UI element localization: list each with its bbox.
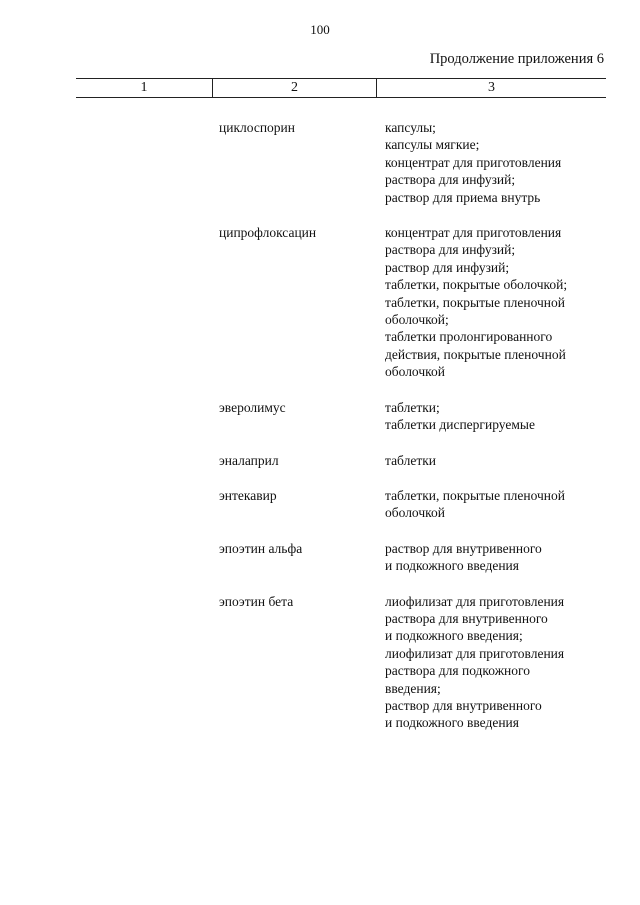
dosage-form-line: введения; [385, 680, 441, 696]
drug-name: эналаприл [219, 452, 279, 468]
table-row [0, 452, 640, 469]
dosage-form-line: раствора для инфузий; [385, 242, 516, 258]
dosage-form-line: таблетки; [385, 399, 440, 415]
dosage-forms [385, 540, 615, 575]
dosage-form-line: оболочкой; [385, 312, 449, 328]
dosage-form-line: раствор для внутривенного [385, 540, 542, 556]
table-row [0, 593, 640, 732]
dosage-form-line: раствора для подкожного [385, 663, 530, 679]
dosage-forms [385, 593, 615, 732]
dosage-form-line: концентрат для приготовления [385, 154, 562, 170]
dosage-form-line: таблетки, покрытые пленочной [385, 294, 566, 310]
dosage-form-line: таблетки пролонгированного [385, 329, 553, 345]
table-row [0, 399, 640, 434]
column-header-3: 3 [488, 80, 495, 95]
page-number: 100 [310, 22, 330, 37]
dosage-form-line: лиофилизат для приготовления [385, 593, 565, 609]
dosage-forms [385, 399, 615, 434]
drug-name: эпоэтин бета [219, 593, 294, 609]
dosage-forms [385, 487, 615, 522]
drug-name: энтекавир [219, 487, 277, 503]
dosage-form-line: и подкожного введения [385, 558, 519, 574]
dosage-forms [385, 224, 615, 381]
dosage-form-line: таблетки [385, 452, 437, 468]
table-row [0, 119, 640, 206]
dosage-form-line: таблетки диспергируемые [385, 417, 535, 433]
dosage-form-line: и подкожного введения [385, 715, 519, 731]
dosage-forms [385, 452, 615, 469]
dosage-form-line: раствора для внутривенного [385, 610, 548, 626]
dosage-forms [385, 119, 615, 206]
table-row [0, 540, 640, 575]
dosage-form-line: раствора для инфузий; [385, 172, 516, 188]
drug-name: эпоэтин альфа [219, 540, 303, 556]
table-row [0, 224, 640, 381]
continuation-title: Продолжение приложения 6 [429, 51, 604, 67]
dosage-form-line: капсулы; [385, 120, 436, 135]
dosage-form-line: лиофилизат для приготовления [385, 645, 565, 661]
dosage-form-line: раствор для приема внутрь [385, 189, 541, 205]
dosage-form-line: раствор для инфузий; [385, 259, 510, 275]
table-row [0, 487, 640, 522]
dosage-form-line: и подкожного введения; [385, 628, 523, 644]
dosage-form-line: таблетки, покрытые пленочной [385, 487, 566, 503]
dosage-form-line: раствор для внутривенного [385, 697, 542, 713]
drug-name: эверолимус [219, 399, 286, 415]
dosage-form-line: капсулы мягкие; [385, 137, 480, 153]
dosage-form-line: таблетки, покрытые оболочкой; [385, 277, 568, 293]
drug-name: циклоспорин [219, 120, 295, 135]
dosage-form-line: действия, покрытые пленочной [385, 346, 566, 362]
dosage-form-line: оболочкой [385, 364, 445, 380]
dosage-form-line: оболочкой [385, 505, 445, 521]
dosage-form-line: концентрат для приготовления [385, 225, 562, 241]
column-header-1: 1 [76, 79, 213, 97]
column-header-row [76, 78, 606, 98]
column-header-2: 2 [213, 79, 377, 97]
drug-list [0, 119, 640, 750]
drug-name: ципрофлоксацин [219, 225, 317, 241]
